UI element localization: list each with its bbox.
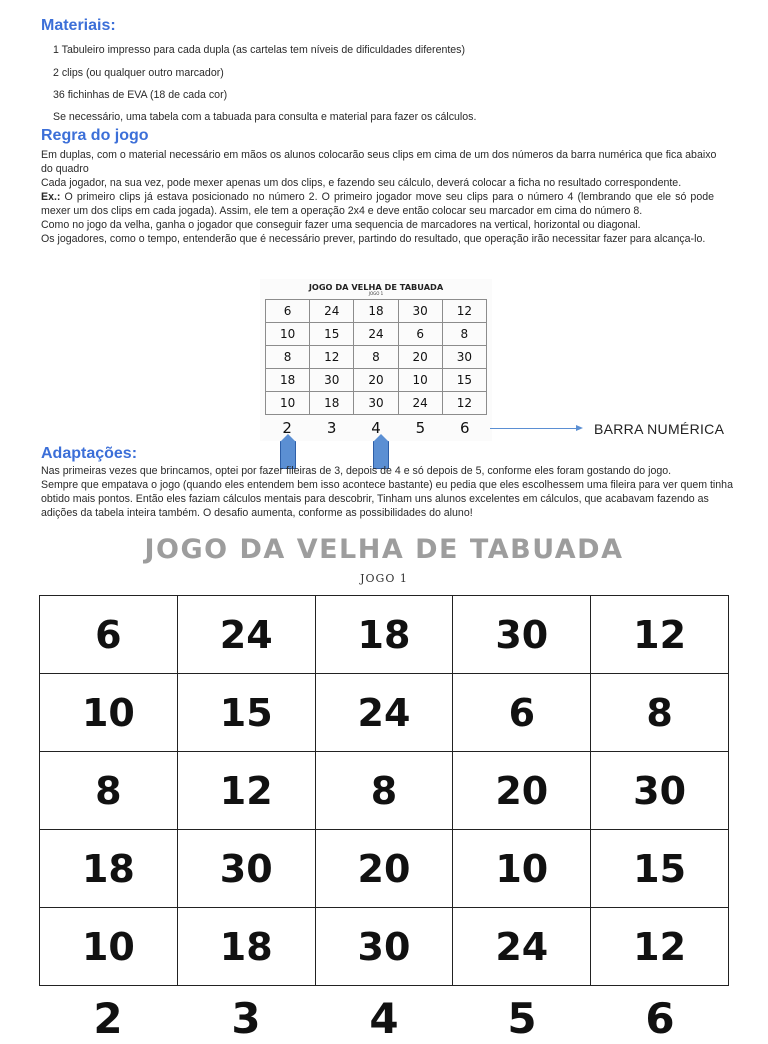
board-cell: 24: [315, 674, 453, 752]
arrow-line: [490, 428, 578, 429]
board-cell: 10: [40, 908, 178, 986]
materiais-heading: Materiais:: [41, 17, 116, 34]
mini-board-row: [266, 300, 487, 323]
mini-bar-number: 2: [282, 419, 292, 437]
board-cell: 24: [453, 908, 591, 986]
board-cell: 18: [40, 830, 178, 908]
mini-board-row: [266, 392, 487, 415]
mini-bar-number: 6: [460, 419, 470, 437]
mini-board-cell: 8: [266, 346, 310, 369]
board-cell: 30: [453, 596, 591, 674]
mini-board-row: [266, 323, 487, 346]
mini-board-cell: 6: [398, 323, 442, 346]
mini-board-cell: 12: [310, 346, 354, 369]
regra-heading: Regra do jogo: [41, 127, 149, 144]
mini-board-cell: 18: [266, 369, 310, 392]
board-row: [40, 752, 729, 830]
bar-number: 4: [369, 994, 399, 1043]
board-cell: 8: [315, 752, 453, 830]
board-cell: 18: [177, 908, 315, 986]
materiais-item-3: 36 fichinhas de EVA (18 de cada cor): [53, 89, 228, 101]
adaptacoes-heading: Adaptações:: [41, 445, 138, 462]
bar-number: 2: [93, 994, 123, 1043]
materiais-item-2: 2 clips (ou qualquer outro marcador): [53, 67, 224, 79]
board-cell: 30: [315, 908, 453, 986]
board-cell: 30: [591, 752, 729, 830]
mini-board-cell: 18: [310, 392, 354, 415]
materiais-item-1: 1 Tabuleiro impresso para cada dupla (as cartelas tem níveis de dificuldades diferentes): [53, 44, 466, 56]
regra-paragraph-4: Como no jogo da velha, ganha o jogador que conseguir fazer uma sequencia de marcadores na vertical, horizontal ou diagonal.: [41, 219, 641, 231]
mini-board-cell: 8: [442, 323, 486, 346]
barra-numerica-label: BARRA NUMÉRICA: [594, 421, 725, 437]
board-grid: [39, 595, 729, 986]
mini-bar-number: 4: [371, 419, 381, 437]
board-cell: 30: [177, 830, 315, 908]
board-cell: 10: [453, 830, 591, 908]
mini-board-cell: 10: [266, 392, 310, 415]
bar-number: 5: [507, 994, 537, 1043]
mini-board-subtitle: JOGO 1: [368, 291, 384, 296]
board-cell: 15: [177, 674, 315, 752]
board-cell: 8: [40, 752, 178, 830]
mini-board-cell: 18: [354, 300, 398, 323]
mini-board-row: [266, 346, 487, 369]
mini-board-grid: [265, 299, 487, 415]
arrow-right-icon: [576, 425, 583, 431]
mini-board-cell: 20: [398, 346, 442, 369]
mini-board-cell: 8: [354, 346, 398, 369]
board-cell: 6: [453, 674, 591, 752]
mini-board-cell: 12: [442, 300, 486, 323]
board-cell: 18: [315, 596, 453, 674]
adaptacoes-paragraph-2: Sempre que empatava o jogo (quando eles entendem bem isso acontece bastante) eu pedia que eles escolhessem uma fileira para ver quem tinha obtido mais pontos. Então eles faziam cálculos mentais para descobrir, Tinham uns alunos excelentes em cálculos, que acabavam fazendo as adições da tabela inteira também. O desafio aumenta, conforme as possibilidades do aluno!: [41, 479, 733, 519]
adaptacoes-paragraph-1: Nas primeiras vezes que brincamos, optei por fazer fileiras de 3, depois de 4 e só depois de 5, conforme eles foram gostando do jogo.: [41, 465, 672, 477]
board-title: JOGO DA VELHA DE TABUADA: [144, 534, 624, 565]
board-cell: 20: [453, 752, 591, 830]
mini-board-cell: 30: [310, 369, 354, 392]
mini-board-cell: 10: [266, 323, 310, 346]
board-cell: 20: [315, 830, 453, 908]
mini-board-cell: 30: [398, 300, 442, 323]
mini-board-cell: 12: [442, 392, 486, 415]
mini-board-cell: 20: [354, 369, 398, 392]
mini-board-cell: 6: [266, 300, 310, 323]
board-cell: 15: [591, 830, 729, 908]
regra-paragraph-1: Em duplas, com o material necessário em mãos os alunos colocarão seus clips em cima de um dos números da barra numérica que fica abaixo do quadro: [41, 149, 717, 175]
board-cell: 12: [591, 596, 729, 674]
board-cell: 6: [40, 596, 178, 674]
board-cell: 24: [177, 596, 315, 674]
mini-board-cell: 24: [354, 323, 398, 346]
bar-number: 3: [231, 994, 261, 1043]
example-label: Ex.:: [41, 191, 61, 203]
mini-bar-number: 3: [326, 419, 337, 437]
mini-board-image: [260, 279, 492, 441]
mini-board-cell: 24: [310, 300, 354, 323]
regra-paragraph-5: Os jogadores, como o tempo, entenderão que é necessário prever, partindo do resultado, que operação irão necessitar fazer para alcança-lo.: [41, 233, 706, 245]
number-bar: [39, 994, 729, 1044]
mini-board-cell: 10: [398, 369, 442, 392]
board-row: [40, 908, 729, 986]
board-row: [40, 596, 729, 674]
mini-board-cell: 15: [310, 323, 354, 346]
board-subtitle: JOGO 1: [360, 572, 408, 585]
mini-board-cell: 24: [398, 392, 442, 415]
mini-board-cell: 30: [442, 346, 486, 369]
mini-board-cell: 30: [354, 392, 398, 415]
example-text: O primeiro clips já estava posicionado no número 2. O primeiro jogador move seu clips para o número 4 (lembrando que ele só pode mexer um dos clips em cada jogada). Assim, ele tem a operação 2x4 e deve então colocar seu marcador em cima do número 8.: [41, 191, 714, 217]
board-row: [40, 830, 729, 908]
materiais-item-4: Se necessário, uma tabela com a tabuada para consulta e material para fazer os cálculos.: [53, 111, 477, 123]
regra-paragraph-2: Cada jogador, na sua vez, pode mexer apenas um dos clips, e fazendo seu cálculo, deverá colocar a ficha no resultado correspondente.: [41, 177, 682, 189]
board-row: [40, 674, 729, 752]
regra-paragraph-3: [41, 191, 714, 219]
mini-board-cell: 15: [442, 369, 486, 392]
mini-board-title: JOGO DA VELHA DE TABUADA: [308, 282, 444, 292]
board-cell: 8: [591, 674, 729, 752]
board-cell: 12: [177, 752, 315, 830]
board-cell: 10: [40, 674, 178, 752]
bar-number: 6: [645, 994, 675, 1043]
board-cell: 12: [591, 908, 729, 986]
mini-board-row: [266, 369, 487, 392]
mini-bar-number: 5: [415, 419, 426, 437]
